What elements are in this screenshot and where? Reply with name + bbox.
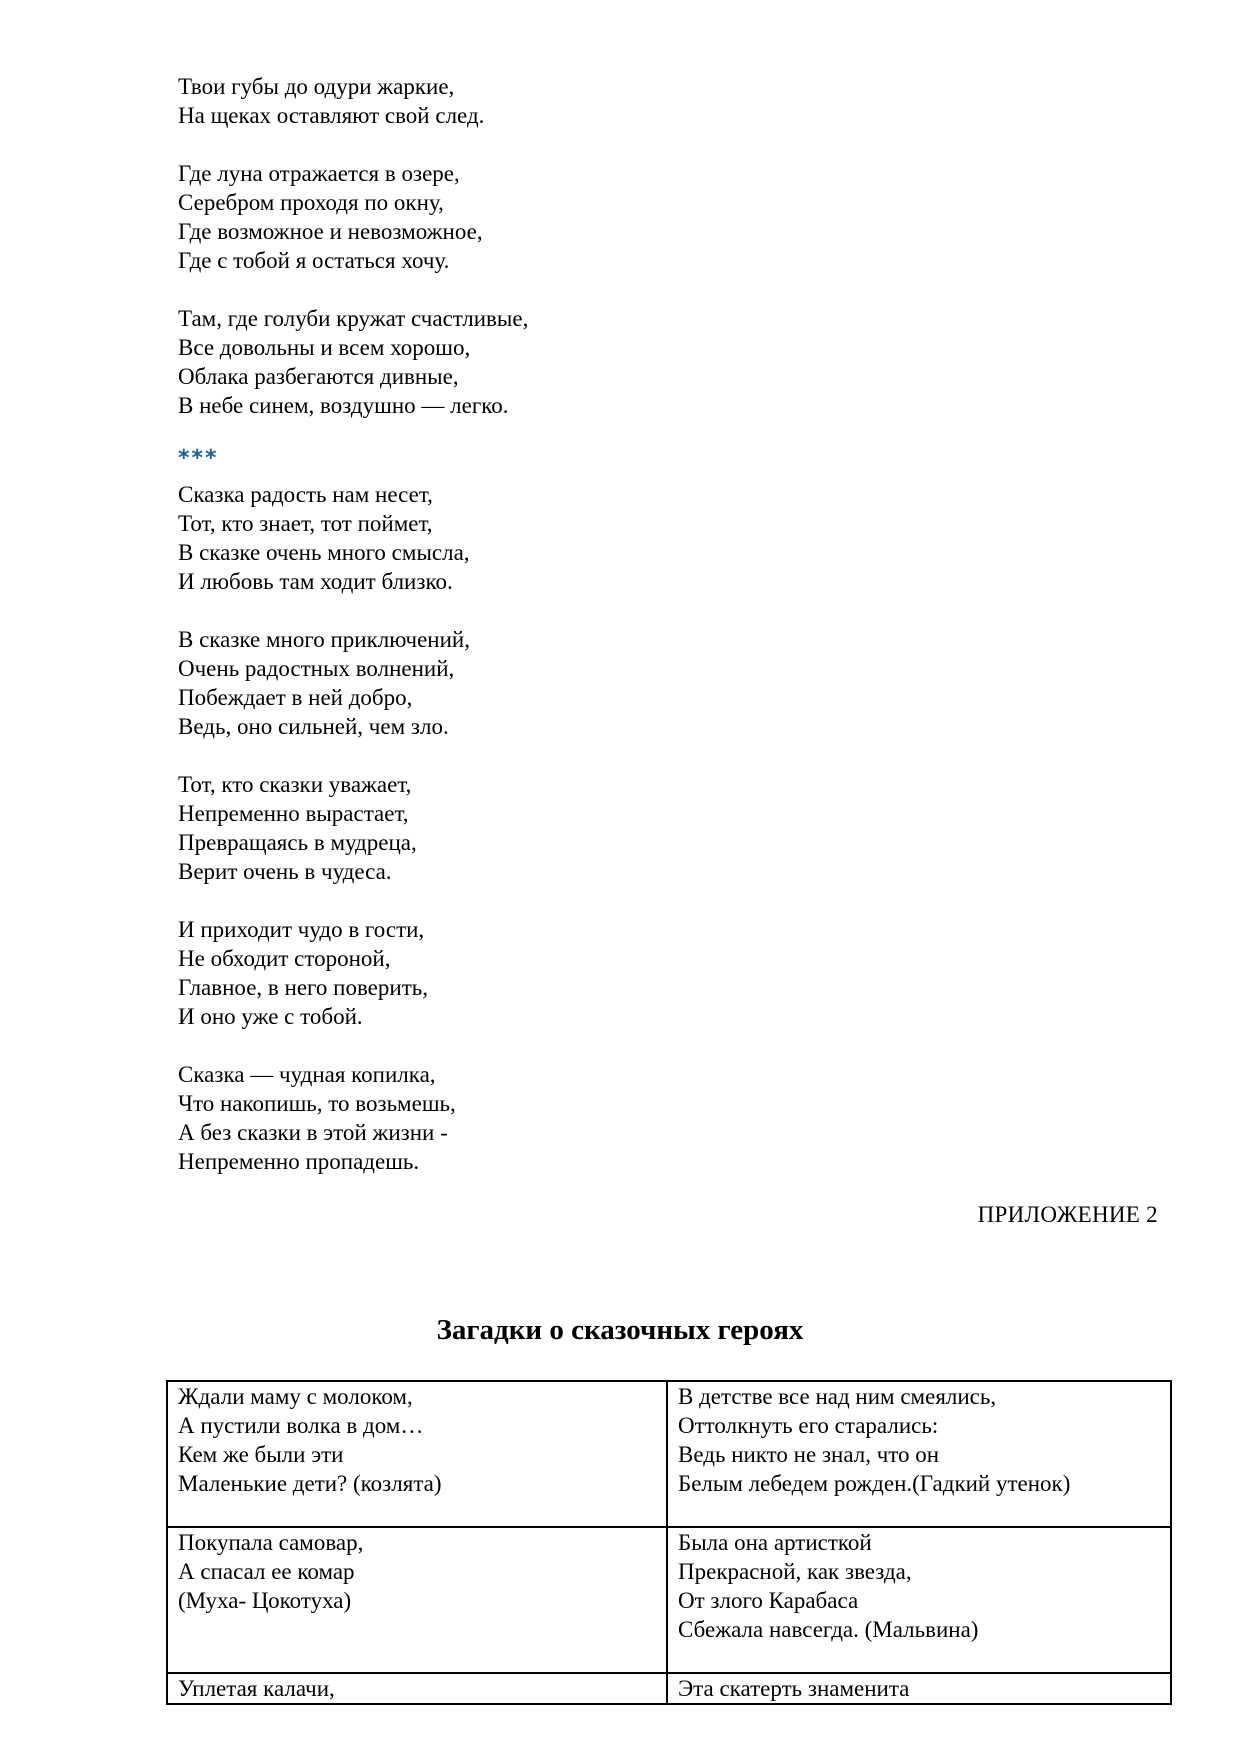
poem-1-stanza [178, 159, 878, 275]
appendix-label: ПРИЛОЖЕНИЕ 2 [977, 1202, 1158, 1227]
table-row [167, 1381, 1171, 1527]
riddle-line: Оттолкнуть его старались: [678, 1413, 939, 1438]
poem-line: Там, где голуби кружат счастливые, [178, 306, 529, 331]
poem-line: Все довольны и всем хорошо, [178, 335, 471, 360]
poem-line: Верит очень в чудеса. [178, 859, 392, 884]
riddles-title: Загадки о сказочных героях [436, 1314, 804, 1346]
poem-line: Твои губы до одури жаркие, [178, 74, 455, 99]
riddle-line: В детстве все над ним смеялись, [678, 1384, 997, 1409]
poem-line: В сказке очень много смысла, [178, 540, 470, 565]
poem-1-stanza [178, 304, 878, 420]
poem-1-stanza [178, 72, 878, 130]
poem-line: Сказка радость нам несет, [178, 482, 433, 507]
riddle-line: Уплетая калачи, [178, 1676, 335, 1701]
riddle-cell [667, 1381, 1171, 1527]
poem-line: Что накопишь, то возьмешь, [178, 1091, 456, 1116]
poem-line: И любовь там ходит близко. [178, 569, 453, 594]
riddle-line: Прекрасной, как звезда, [678, 1559, 912, 1584]
poem-line: Где луна отражается в озере, [178, 161, 460, 186]
poem-2-stanza [178, 480, 878, 596]
riddle-line: А спасал ее комар [178, 1559, 355, 1584]
poem-2-stanza [178, 770, 878, 886]
poem-2 [178, 480, 878, 1176]
riddle-cell [667, 1527, 1171, 1673]
poem-line: Непременно пропадешь. [178, 1149, 420, 1174]
poem-line: Облака разбегаются дивные, [178, 364, 459, 389]
riddle-cell [167, 1527, 667, 1673]
riddle-line: Белым лебедем рожден.(Гадкий утенок) [678, 1471, 1071, 1496]
riddle-line: Кем же были эти [178, 1442, 344, 1467]
poem-2-stanza [178, 1060, 878, 1176]
poem-line: А без сказки в этой жизни - [178, 1120, 448, 1145]
riddle-line: (Муха- Цокотуха) [178, 1588, 352, 1613]
riddle-cell [167, 1381, 667, 1527]
poem-2-stanza [178, 625, 878, 741]
riddles-table [166, 1380, 1172, 1705]
poem-line: На щеках оставляют свой след. [178, 103, 485, 128]
poem-line: Где возможное и невозможное, [178, 219, 483, 244]
poem-line: Где с тобой я остаться хочу. [178, 248, 450, 273]
riddle-line: Маленькие дети? (козлята) [178, 1471, 442, 1496]
riddle-line: А пустили волка в дом… [178, 1413, 424, 1438]
riddle-line: Покупала самовар, [178, 1530, 364, 1555]
poem-line: Тот, кто знает, тот поймет, [178, 511, 433, 536]
table-row [167, 1527, 1171, 1673]
poem-line: Тот, кто сказки уважает, [178, 772, 412, 797]
poem-line: Очень радостных волнений, [178, 656, 455, 681]
poem-line: Ведь, оно сильней, чем зло. [178, 714, 449, 739]
table-row [167, 1673, 1171, 1704]
poem-line: Превращаясь в мудреца, [178, 830, 417, 855]
poem-line: Не обходит стороной, [178, 946, 391, 971]
poem-line: Сказка — чудная копилка, [178, 1062, 436, 1087]
section-separator: *** [178, 446, 219, 471]
riddle-cell [167, 1673, 667, 1704]
poem-line: В сказке много приключений, [178, 627, 470, 652]
riddle-line: От злого Карабаса [678, 1588, 859, 1613]
riddle-cell [667, 1673, 1171, 1704]
poem-line: В небе синем, воздушно — легко. [178, 393, 509, 418]
riddle-line: Была она артисткой [678, 1530, 872, 1555]
poem-line: Главное, в него поверить, [178, 975, 428, 1000]
poem-line: И приходит чудо в гости, [178, 917, 425, 942]
poem-line: Непременно вырастает, [178, 801, 409, 826]
poem-line: Побеждает в ней добро, [178, 685, 413, 710]
riddle-line: Ждали маму с молоком, [178, 1384, 413, 1409]
riddle-line: Эта скатерть знаменита [678, 1676, 910, 1701]
poem-line: И оно уже с тобой. [178, 1004, 363, 1029]
riddle-line: Ведь никто не знал, что он [678, 1442, 940, 1467]
riddle-line: Сбежала навсегда. (Мальвина) [678, 1617, 979, 1642]
poem-2-stanza [178, 915, 878, 1031]
poem-1 [178, 72, 878, 420]
poem-line: Серебром проходя по окну, [178, 190, 444, 215]
